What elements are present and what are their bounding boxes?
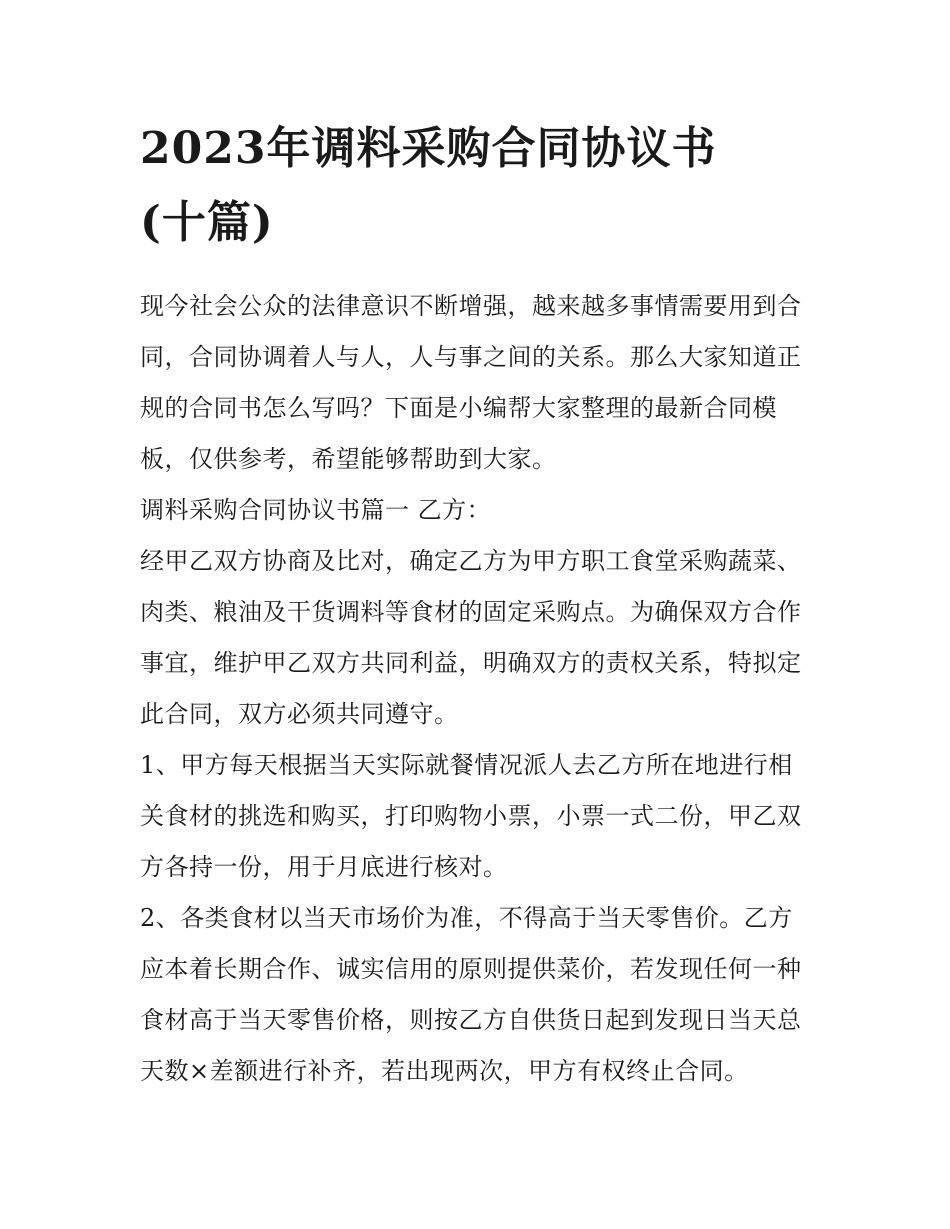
document-title: [140, 112, 820, 260]
text-line: 板，仅供参考，希望能够帮助到大家。: [140, 445, 557, 473]
text-line: 此合同，双方必须共同遵守。: [140, 700, 459, 728]
clause-1: [140, 740, 820, 893]
text-line: 食材高于当天零售价格，则按乙方自供货日起到发现日当天总: [140, 1006, 802, 1034]
text-line: 应本着长期合作、诚实信用的原则提供菜价，若发现任何一种: [140, 955, 802, 983]
document-page: [140, 112, 820, 1097]
text-line: 调料采购合同协议书篇一 乙方：: [140, 496, 492, 524]
text-line: 2、各类食材以当天市场价为准，不得高于当天零售价。乙方: [140, 904, 793, 932]
text-line: 肉类、粮油及干货调料等食材的固定采购点。为确保双方合作: [140, 598, 802, 626]
text-line: 1、甲方每天根据当天实际就餐情况派人去乙方所在地进行相: [140, 751, 793, 779]
text-line: 事宜，维护甲乙双方共同利益，明确双方的责权关系，特拟定: [140, 649, 802, 677]
text-line: 同，合同协调着人与人，人与事之间的关系。那么大家知道正: [140, 343, 802, 371]
title-line: 2023年调料采购合同协议书: [140, 123, 717, 174]
section-heading: [140, 485, 820, 536]
text-line: 现今社会公众的法律意识不断增强，越来越多事情需要用到合: [140, 292, 802, 320]
contract-preamble: [140, 536, 820, 740]
clause-2: [140, 893, 820, 1097]
text-line: 经甲乙双方协商及比对，确定乙方为甲方职工食堂采购蔬菜、: [140, 547, 802, 575]
text-line: 规的合同书怎么写吗？下面是小编帮大家整理的最新合同模: [140, 394, 777, 422]
text-line: 天数×差额进行补齐，若出现两次，甲方有权终止合同。: [140, 1057, 749, 1085]
document-body: [140, 281, 820, 1097]
text-line: 关食材的挑选和购买，打印购物小票，小票一式二份，甲乙双: [140, 802, 802, 830]
intro-paragraph: [140, 281, 820, 485]
text-line: 方各持一份，用于月底进行核对。: [140, 853, 508, 881]
title-line: (十篇): [140, 197, 274, 248]
